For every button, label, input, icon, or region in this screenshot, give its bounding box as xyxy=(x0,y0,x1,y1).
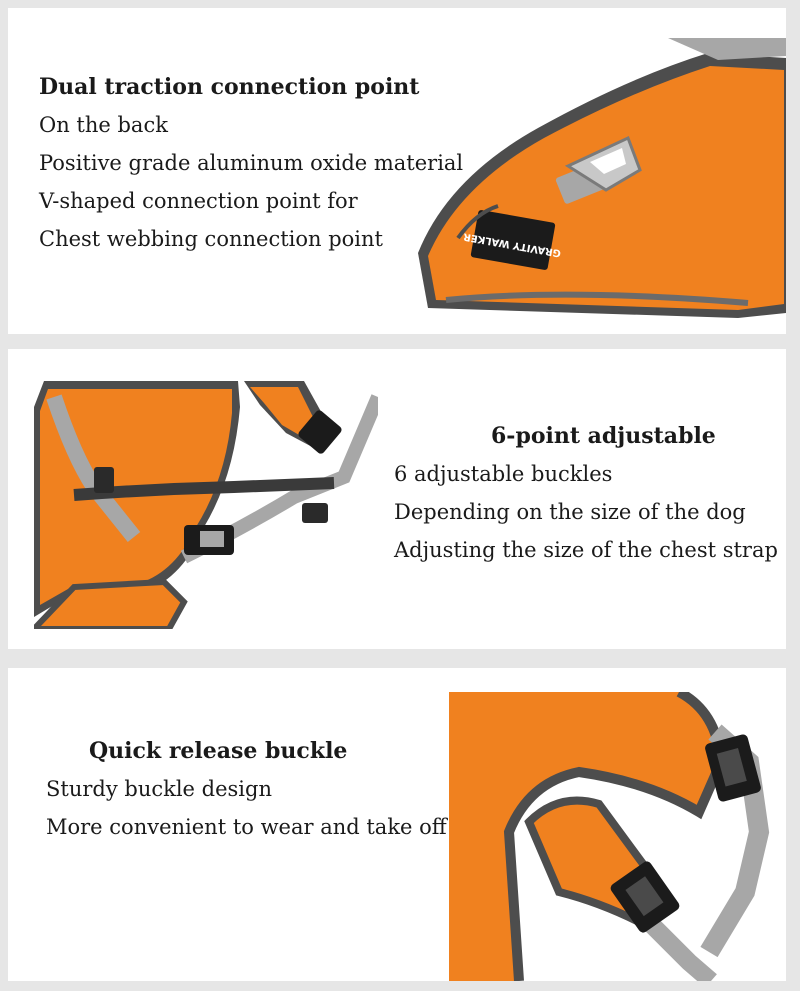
adjustable-line-2: Depending on the size of the dog xyxy=(394,500,746,524)
traction-line-2: Positive grade aluminum oxide material xyxy=(39,151,464,175)
adjustable-text-block xyxy=(394,417,778,569)
brand-label-text: GRAVITY WALKER xyxy=(462,230,562,259)
traction-title: Dual traction connection point xyxy=(39,74,420,100)
traction-line-4: Chest webbing connection point xyxy=(39,227,383,251)
feature-panel-adjustable xyxy=(8,349,786,649)
feature-panel-traction xyxy=(8,8,786,334)
buckle-line-1: Sturdy buckle design xyxy=(46,777,272,801)
harness-front-image xyxy=(34,377,378,629)
adjustable-title: 6-point adjustable xyxy=(491,423,716,449)
adjustable-line-1: 6 adjustable buckles xyxy=(394,462,613,486)
adjustable-line-3: Adjusting the size of the chest strap xyxy=(394,538,778,562)
traction-line-1: On the back xyxy=(39,113,168,137)
harness-back-image xyxy=(418,38,786,318)
traction-line-3: V-shaped connection point for xyxy=(39,189,358,213)
buckle-text-block xyxy=(46,732,447,846)
harness-buckle-image xyxy=(449,692,786,981)
buckle-line-2: More convenient to wear and take off xyxy=(46,815,447,839)
feature-panel-buckle xyxy=(8,668,786,981)
traction-text-block xyxy=(39,68,463,258)
buckle-title: Quick release buckle xyxy=(89,738,348,764)
